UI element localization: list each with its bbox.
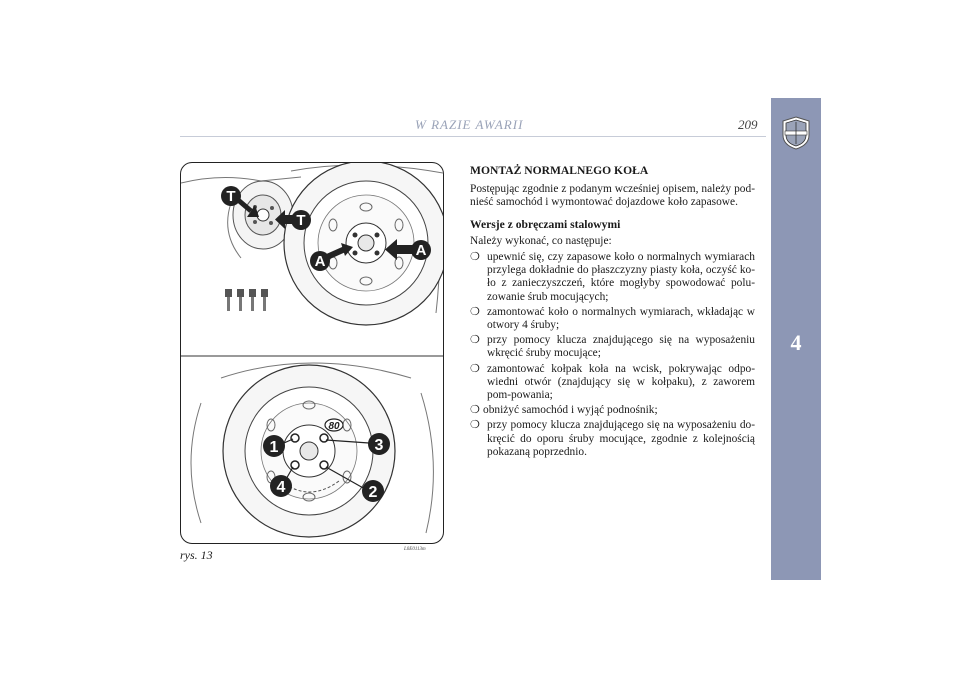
svg-text:80: 80: [328, 421, 340, 432]
sequence-label-2: [362, 480, 384, 502]
figure-frame: [180, 162, 444, 544]
bullet-circle-icon: ❍: [470, 419, 480, 432]
label-t-2: T: [296, 212, 306, 229]
list-item: ❍ przy pomocy klucza znajdującego się na wyposażeniu wkręcić śruby mocujące;: [470, 334, 755, 360]
bullet-circle-icon: ❍: [470, 362, 480, 375]
steps-intro: Należy wykonać, co następuje:: [470, 234, 612, 247]
bullet-circle-icon: ❍: [470, 305, 480, 318]
lancia-logo-icon: [780, 115, 812, 151]
wheel-mounting-illustration: [181, 163, 443, 543]
svg-text:4: 4: [276, 479, 286, 496]
steel-wheel-bottom: [223, 365, 395, 537]
subheading: Wersje z obręczami stalowymi: [470, 217, 621, 231]
section-title: MONTAŻ NORMALNEGO KOŁA: [470, 164, 649, 177]
chapter-number: 4: [790, 330, 802, 355]
list-item: ❍ zamontować kołpak koła na wcisk, pokrywając odpo-wiedni otwór (znajdujący się w kołpaku), z zaworem pom-powania;: [470, 362, 755, 402]
figure-code: L0E0113m: [404, 547, 426, 552]
car-body-outline: [181, 177, 301, 183]
figure-caption: rys. 13: [180, 548, 213, 562]
steps-list: [470, 251, 755, 459]
content-column: [470, 164, 755, 461]
label-a-1: A: [314, 253, 326, 270]
page-number: 209: [738, 117, 758, 132]
svg-text:1: 1: [269, 439, 279, 456]
svg-text:2: 2: [368, 484, 378, 501]
list-item: ❍ przy pomocy klucza znajdującego się na wyposażeniu do-kręcić do oporu śruby mocujące, zgodnie z kolejnością pokazaną poprzednio.: [470, 419, 755, 458]
svg-text:3: 3: [374, 437, 384, 454]
sequence-label-3: [368, 433, 390, 455]
label-t-1: T: [226, 188, 236, 205]
list-item: ❍ obniżyć samochód i wyjąć podnośnik;: [470, 404, 658, 417]
intro-paragraph: Postępując zgodnie z podanym wcześniej opisem, należy pod-nieść samochód i wymontować dojazdowe koło zapasowe.: [470, 183, 755, 209]
sequence-label-1: [263, 435, 285, 457]
header-divider: [180, 136, 766, 137]
list-item: ❍ zamontować koło o normalnych wymiarach, wkładając w otwory 4 śruby;: [470, 305, 755, 332]
bullet-circle-icon: ❍: [470, 404, 480, 417]
bullet-circle-icon: ❍: [470, 251, 480, 264]
wheel-bolts: [225, 289, 268, 311]
sequence-label-4: [270, 475, 292, 497]
list-item: ❍ upewnić się, czy zapasowe koło o normalnych wymiarach przylega dokładnie do płaszczyzny piasty koła, oczyść ko-ło z zanieczyszczeń, które mogłyby spowodować polu-zowanie śrub mocujących;: [470, 251, 755, 303]
bullet-circle-icon: ❍: [470, 334, 480, 347]
label-a-2: A: [415, 242, 427, 259]
running-header-title: W RAZIE AWARII: [415, 117, 524, 132]
